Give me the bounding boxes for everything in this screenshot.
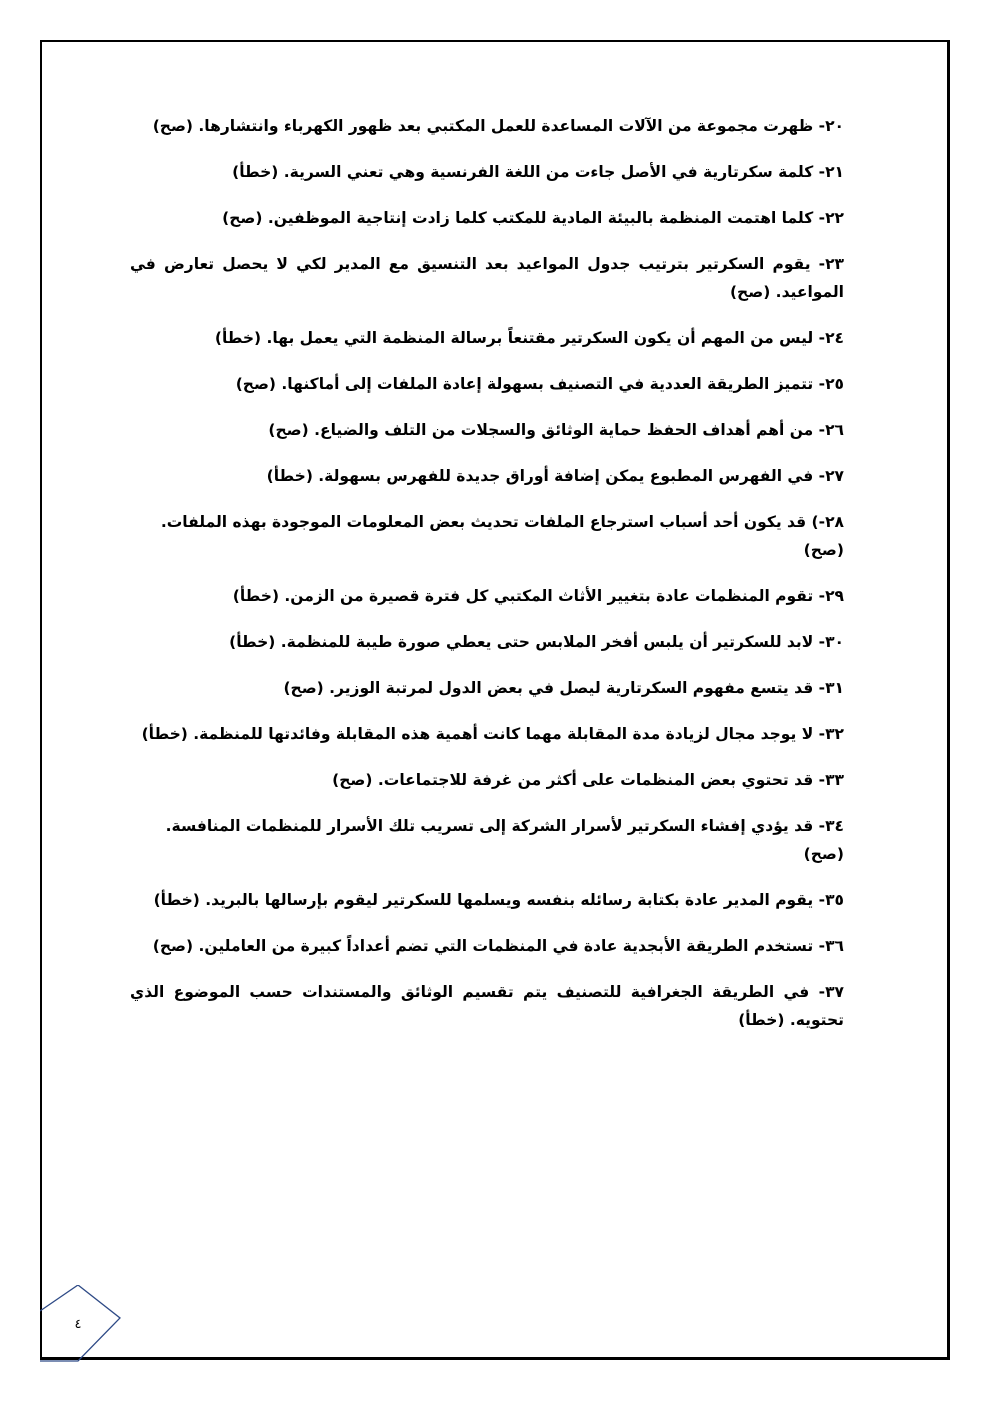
question-item-21: ٢١- كلمة سكرتارية في الأصل جاءت من اللغة الفرنسية وهي تعني السرية. (خطأ) <box>232 163 844 181</box>
page-number: ٤ <box>74 1317 82 1332</box>
question-item-23: ٢٣- يقوم السكرتير بترتيب جدول المواعيد بعد التنسيق مع المدير لكي لا يحصل تعارض في المواعيد. (صح) <box>130 255 844 301</box>
question-item-25: ٢٥- تتميز الطريقة العددية في التصنيف بسهولة إعادة الملفات إلى أماكنها. (صح) <box>235 375 844 393</box>
question-item-24: ٢٤- ليس من المهم أن يكون السكرتير مقتنعاً برسالة المنظمة التي يعمل بها. (خطأ) <box>214 329 844 347</box>
question-list <box>130 112 844 1052</box>
question-item-37: ٣٧- في الطريقة الجغرافية للتصنيف يتم تقسيم الوثائق والمستندات حسب الموضوع الذي تحتويه. (خطأ) <box>130 983 844 1029</box>
question-item-36: ٣٦- تستخدم الطريقة الأبجدية عادة في المنظمات التي تضم أعداداً كبيرة من العاملين. (صح) <box>152 937 844 955</box>
question-item-22: ٢٢- كلما اهتمت المنظمة بالبيئة المادية للمكتب كلما زادت إنتاجية الموظفين. (صح) <box>222 209 844 227</box>
question-item-34: ٣٤- قد يؤدي إفشاء السكرتير لأسرار الشركة إلى تسريب تلك الأسرار للمنظمات المنافسة. (صح) <box>165 817 844 863</box>
question-item-26: ٢٦- من أهم أهداف الحفظ حماية الوثائق والسجلات من التلف والضياع. (صح) <box>268 421 844 439</box>
page-number-badge <box>40 1285 122 1363</box>
question-item-27: ٢٧- في الفهرس المطبوع يمكن إضافة أوراق جديدة للفهرس بسهولة. (خطأ) <box>266 467 844 485</box>
question-item-28: ٢٨-) قد يكون أحد أسباب استرجاع الملفات تحديث بعض المعلومات الموجودة بهذه الملفات. (صح) <box>160 513 844 559</box>
question-item-31: ٣١- قد يتسع مفهوم السكرتارية ليصل في بعض الدول لمرتبة الوزير. (صح) <box>283 679 844 697</box>
question-item-20: ٢٠- ظهرت مجموعة من الآلات المساعدة للعمل المكتبي بعد ظهور الكهرباء وانتشارها. (صح) <box>152 117 844 135</box>
question-item-35: ٣٥- يقوم المدير عادة بكتابة رسائله بنفسه ويسلمها للسكرتير ليقوم بإرسالها بالبريد. (خطأ) <box>153 891 844 909</box>
question-item-32: ٣٢- لا يوجد مجال لزيادة مدة المقابلة مهما كانت أهمية هذه المقابلة وفائدتها للمنظمة. (خطأ) <box>141 725 844 743</box>
question-item-30: ٣٠- لابد للسكرتير أن يلبس أفخر الملابس حتى يعطي صورة طيبة للمنظمة. (خطأ) <box>229 633 844 651</box>
question-item-29: ٢٩- تقوم المنظمات عادة بتغيير الأثاث المكتبي كل فترة قصيرة من الزمن. (خطأ) <box>232 587 844 605</box>
question-item-33: ٣٣- قد تحتوي بعض المنظمات على أكثر من غرفة للاجتماعات. (صح) <box>332 771 844 789</box>
